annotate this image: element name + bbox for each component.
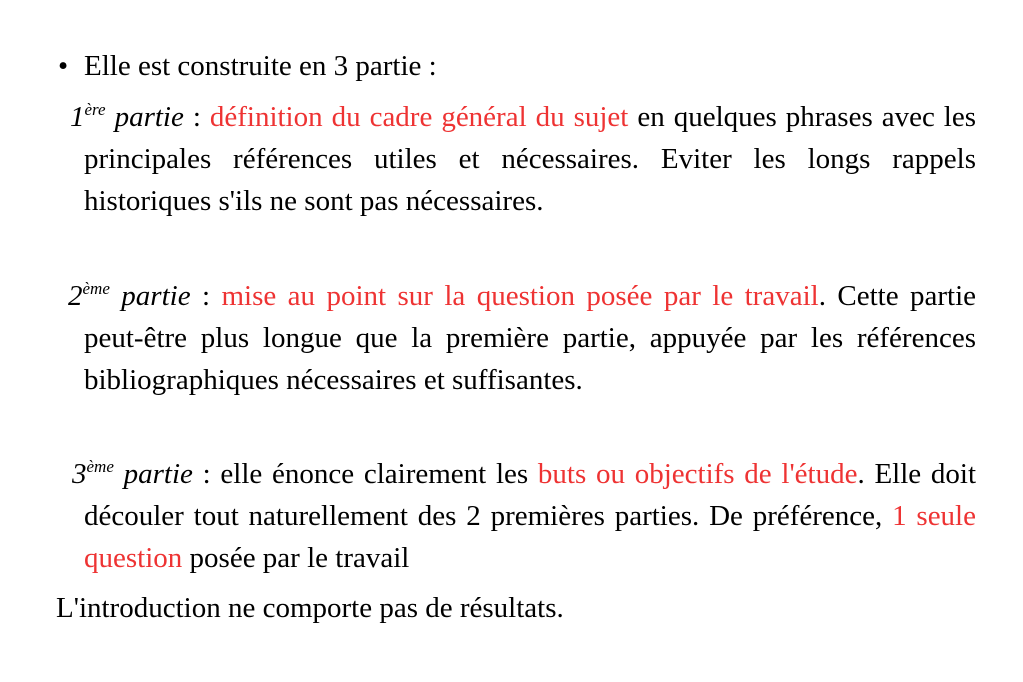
part-1-highlight: définition du cadre général du sujet xyxy=(209,101,629,133)
part-3-ordinal xyxy=(72,458,193,490)
part-3-word: partie xyxy=(123,458,193,490)
part-2-ordinal xyxy=(68,280,191,312)
closing-statement: L'introduction ne comporte pas de résultats. xyxy=(56,592,564,624)
part-3-body: posée par le travail xyxy=(182,542,410,574)
part-3-highlight-2: 1 seule question xyxy=(84,500,976,574)
part-2-body: . Cette partie peut-être plus longue que la première partie, appuyée par les références bibliographiques nécessaires et suffisantes. xyxy=(84,280,977,396)
part-3-highlight: buts ou objectifs de l'étude xyxy=(537,458,858,490)
part-3-paragraph xyxy=(72,453,977,579)
part-2-paragraph xyxy=(68,275,977,401)
part-1-body: en quelques phrases avec les principales références utiles et nécessaires. Eviter les longs rappels historiques s'ils ne sont pas nécessaires. xyxy=(84,101,977,217)
part-1-ordinal xyxy=(70,101,184,133)
part-1-word: partie xyxy=(114,101,184,133)
part-3-number: 3 xyxy=(72,458,87,490)
part-3-superscript: ème xyxy=(86,457,114,476)
part-1-number: 1 xyxy=(70,101,85,133)
part-2-superscript: ème xyxy=(82,279,110,298)
part-3-lead-text: elle énonce clairement les xyxy=(220,458,538,490)
part-1-superscript: ère xyxy=(84,100,106,119)
intro-bullet-text: Elle est construite en 3 partie : xyxy=(84,50,437,82)
part-3-middle-text: . Elle doit découler tout naturellement des 2 premières parties. De préférence, xyxy=(84,458,977,532)
part-2-number: 2 xyxy=(68,280,83,312)
part-2-word: partie xyxy=(121,280,191,312)
part-2-separator: : xyxy=(190,280,222,312)
bullet-icon: • xyxy=(58,50,69,82)
part-3-separator: : xyxy=(192,458,221,490)
intro-bullet xyxy=(58,48,437,84)
part-1-paragraph xyxy=(70,96,977,222)
part-1-separator: : xyxy=(183,101,210,133)
part-2-highlight: mise au point sur la question posée par le travail xyxy=(221,280,819,312)
